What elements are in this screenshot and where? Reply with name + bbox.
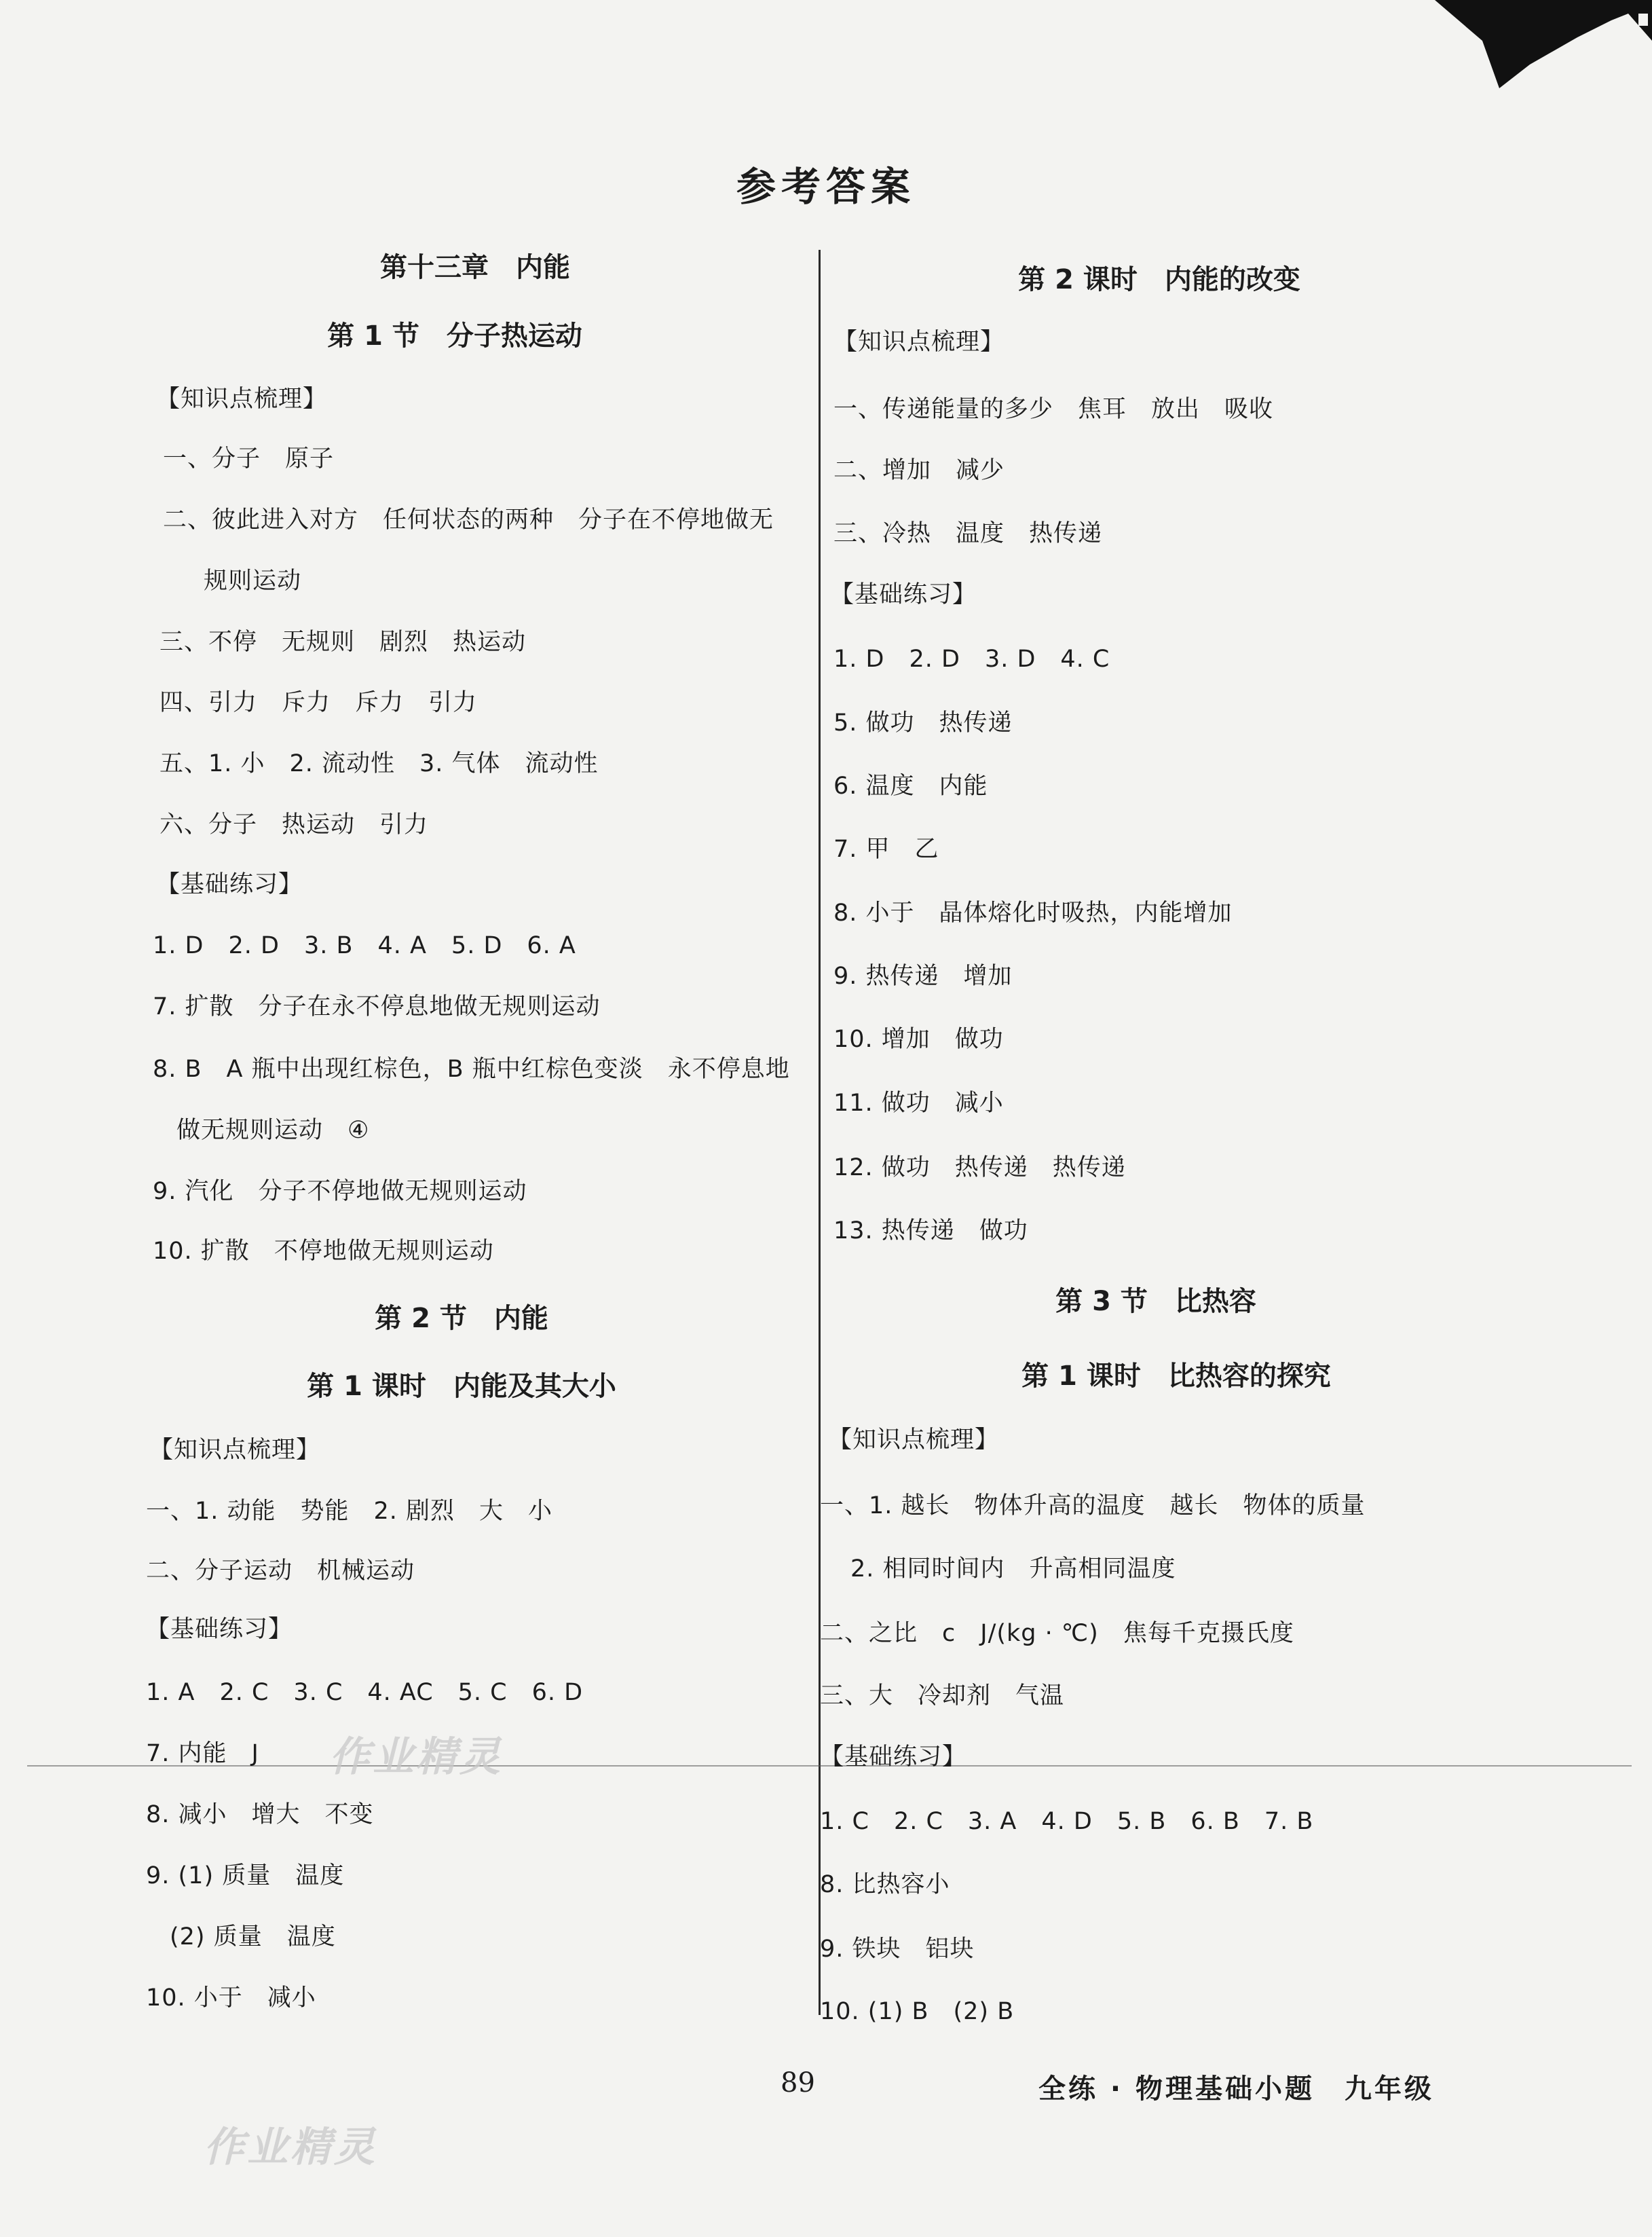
watermark-text: 作业精灵 [204, 2124, 377, 2171]
answer-line: 一、传递能量的多少 焦耳 放出 吸收 [833, 396, 1274, 423]
answer-line: 12. 做功 热传递 热传递 [833, 1154, 1126, 1181]
answer-line: (2) 质量 温度 [170, 1923, 336, 1951]
answer-line: 三、冷热 温度 热传递 [833, 520, 1103, 547]
answer-line: 做无规则运动 ④ [176, 1117, 370, 1144]
practice-label: 【基础练习】 [156, 871, 303, 898]
section-heading-1: 第 1 节 分子热运动 [327, 320, 582, 352]
section-heading-2: 第 2 节 内能 [375, 1303, 548, 1334]
knowledge-label: 【知识点梳理】 [149, 1437, 321, 1464]
answer-line: 10. 扩散 不停地做无规则运动 [153, 1238, 494, 1265]
answer-line: 7. 扩散 分子在永不停息地做无规则运动 [153, 993, 601, 1020]
knowledge-label: 【知识点梳理】 [156, 386, 328, 413]
answer-line: 13. 热传递 做功 [833, 1217, 1028, 1244]
answer-line: 8. 减小 增大 不变 [146, 1801, 374, 1828]
answer-line: 10. (1) B (2) B [820, 1998, 1015, 2025]
answer-line: 一、分子 原子 [163, 445, 335, 473]
lesson-heading-2-2: 第 2 课时 内能的改变 [1018, 264, 1300, 295]
answer-line: 5. 做功 热传递 [833, 709, 1013, 737]
page-number: 89 [781, 2067, 815, 2099]
answer-line: 1. A 2. C 3. C 4. AC 5. C 6. D [146, 1679, 584, 1706]
practice-label: 【基础练习】 [146, 1616, 293, 1643]
answer-line: 二、之比 c J/(kg · ℃) 焦每千克摄氏度 [820, 1620, 1294, 1647]
answer-line: 6. 温度 内能 [833, 773, 988, 800]
answer-line: 二、增加 减少 [833, 457, 1005, 484]
knowledge-label: 【知识点梳理】 [833, 329, 1005, 356]
answer-line: 10. 增加 做功 [833, 1026, 1004, 1053]
answer-line: 8. B A 瓶中出现红棕色，B 瓶中红棕色变淡 永不停息地 [153, 1056, 790, 1083]
answer-line: 10. 小于 减小 [146, 1984, 316, 2012]
chapter-heading: 第十三章 内能 [380, 252, 570, 283]
practice-label: 【基础练习】 [820, 1743, 967, 1771]
answer-line: 7. 甲 乙 [833, 836, 939, 863]
answer-line: 2. 相同时间内 升高相同温度 [850, 1555, 1176, 1583]
answer-line: 四、引力 斥力 斥力 引力 [159, 689, 478, 716]
answer-line: 11. 做功 减小 [833, 1090, 1004, 1117]
answer-line: 7. 内能 J [146, 1740, 259, 1767]
answer-line: 一、1. 越长 物体升高的温度 越长 物体的质量 [820, 1492, 1366, 1519]
torn-corner-shape [1435, 0, 1652, 115]
answer-line: 规则运动 [204, 568, 302, 595]
answer-line: 二、分子运动 机械运动 [146, 1557, 415, 1585]
answer-line: 五、1. 小 2. 流动性 3. 气体 流动性 [159, 750, 599, 777]
answer-line: 8. 小于 晶体熔化时吸热，内能增加 [833, 900, 1233, 927]
knowledge-label: 【知识点梳理】 [828, 1426, 1000, 1454]
answer-line: 1. D 2. D 3. D 4. C [833, 646, 1110, 673]
lesson-heading-2-1: 第 1 课时 内能及其大小 [307, 1371, 616, 1402]
answer-line: 三、不停 无规则 剧烈 热运动 [159, 629, 527, 656]
answer-line: 8. 比热容小 [820, 1871, 950, 1898]
answer-line: 9. 热传递 增加 [833, 963, 1013, 990]
section-heading-3: 第 3 节 比热容 [1055, 1286, 1256, 1317]
answer-line: 二、彼此进入对方 任何状态的两种 分子在不停地做无 [163, 506, 774, 534]
answer-line: 9. 铁块 铝块 [820, 1936, 975, 1963]
lesson-heading-3-1: 第 1 课时 比热容的探究 [1021, 1361, 1331, 1392]
book-title: 全练 · 物理基础小题 九年级 [1038, 2073, 1435, 2105]
answer-line: 9. 汽化 分子不停地做无规则运动 [153, 1178, 527, 1205]
answer-line: 1. C 2. C 3. A 4. D 5. B 6. B 7. B [820, 1808, 1314, 1835]
answer-line: 三、大 冷却剂 气温 [820, 1682, 1065, 1709]
answer-line: 1. D 2. D 3. B 4. A 5. D 6. A [153, 932, 576, 959]
practice-label: 【基础练习】 [830, 581, 977, 608]
answer-line: 9. (1) 质量 温度 [146, 1862, 345, 1889]
watermark-text: 作业精灵 [329, 1733, 503, 1781]
answer-line: 六、分子 热运动 引力 [159, 811, 429, 838]
page-title: 参考答案 [736, 164, 916, 210]
answer-line: 一、1. 动能 势能 2. 剧烈 大 小 [146, 1498, 553, 1525]
